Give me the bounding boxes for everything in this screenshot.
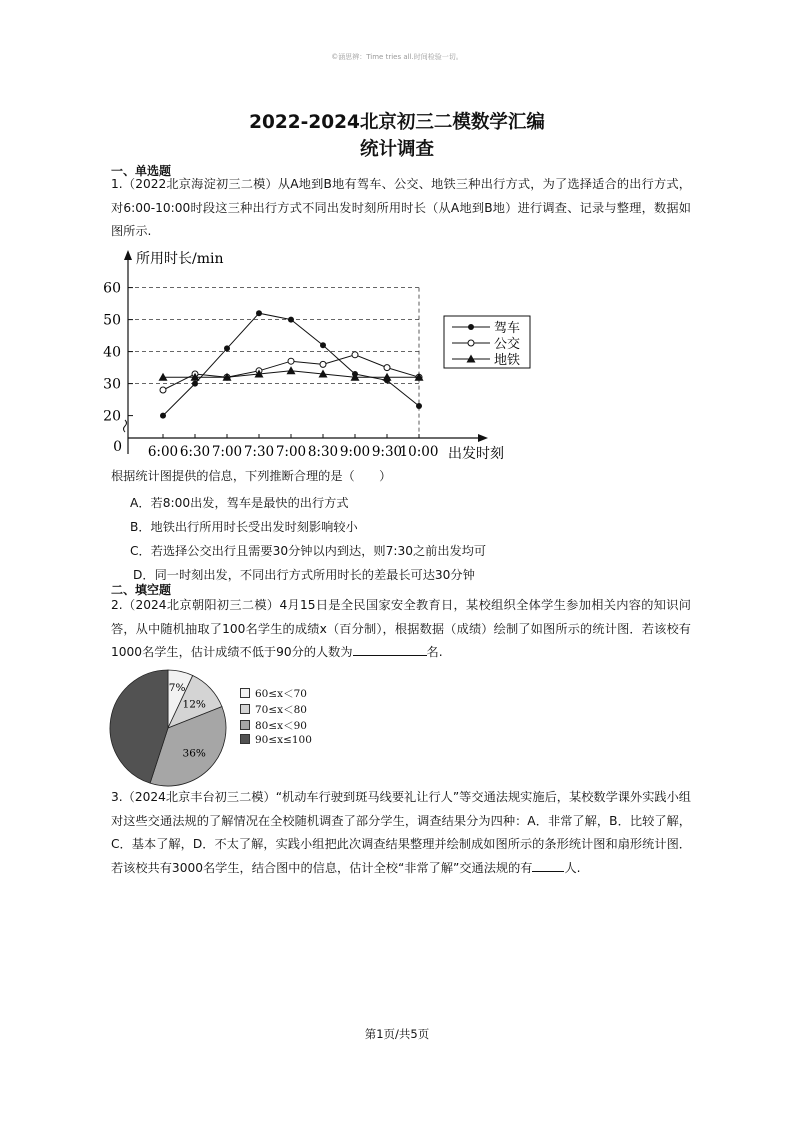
pie-legend-item [240,718,307,733]
y-tick-label: 60 [103,280,121,297]
question-3-stem [111,786,691,880]
data-point-driving [256,310,262,316]
data-point-bus [320,361,326,367]
x-tick-label: 9:00 [339,444,371,460]
question-2-unit: 名. [426,645,443,659]
pie-legend [240,686,340,756]
data-point-driving [288,317,294,323]
data-point-driving [320,342,326,348]
x-tick-label: 7:00 [275,444,307,460]
legend-label: 80≤x＜90 [255,720,307,732]
x-tick-label: 7:00 [211,444,243,460]
data-point-driving [224,345,230,351]
y-axis-arrow [124,250,132,260]
legend-label: 90≤x≤100 [255,734,312,746]
pie-slice-label-2: 12% [182,698,206,711]
x-tick-label: 6:30 [179,444,211,460]
axis-break-mark [124,420,127,432]
x-tick-label: 8:30 [307,444,339,460]
y-axis-label: 所用时长/min [136,251,224,267]
y-tick-label: 50 [103,312,121,329]
y-tick-label: 30 [103,376,121,393]
question-1-stem: 1.（2022北京海淀初三二模）从A地到B地有驾车、公交、地铁三种出行方式，为了选择适合的出行方式，对6:00-10:00时段这三种出行方式不同出发时刻所用时长（从A地到B地）进行调查、记录与整理，数据如图所示. [111,177,691,238]
x-axis-arrow [478,434,488,442]
option-b: B．地铁出行所用时长受出发时刻影响较小 [130,520,358,534]
data-point-bus [288,358,294,364]
x-axis-label: 出发时刻 [448,446,504,462]
legend-marker-bus [468,340,474,346]
question-3-text: 3.（2024北京丰台初三二模）“机动车行驶到斑马线要礼让行人”等交通法规实施后，某校数学课外实践小组对这些交通法规的了解情况在全校随机调查了部分学生，调查结果分为四种：A．非常了解，B．比较了解，C．基本了解，D．不太了解，实践小组把此次调查结果整理并绘制成如图所示的条形统计图和扇形统计图．若该校共有3000名学生，结合图中的信息，估计全校“非常了解”交通法规的有 [111,790,691,875]
x-tick-label: 9:30 [371,444,403,460]
line-chart [103,244,528,464]
document-title: 2022-2024北京初三二模数学汇编 [249,112,545,133]
y-tick-label: 40 [103,344,121,361]
pie-legend-item [240,686,307,701]
question-2-stem [111,594,691,665]
x-tick-label: 6:00 [147,444,179,460]
pie-chart [106,666,230,790]
legend-swatch [240,688,250,698]
question-2-text: 2.（2024北京朝阳初三二模）4月15日是全民国家安全教育日，某校组织全体学生参加相关内容的知识问答，从中随机抽取了100名学生的成绩x（百分制），根据数据（成绩）绘制了如图所示的统计图．若该校有1000名学生，估计成绩不低于90分的人数为 [111,598,691,659]
question-1-prompt: 根据统计图提供的信息，下列推断合理的是（ ） [111,469,392,483]
legend-marker-driving [468,324,474,330]
legend-label: 70≤x＜80 [255,704,307,716]
legend-swatch [240,704,250,714]
section-single-choice: 一、单选题 [111,164,172,178]
legend-label-subway: 地铁 [494,353,521,368]
pie-legend-item [240,702,307,717]
document-subtitle: 统计调查 [359,139,434,160]
x-tick-label: 10:00 [399,444,439,460]
data-point-driving [416,403,422,409]
data-point-driving [192,381,198,387]
watermark: ©涵思辨：Time tries all.时间检验一切。 [331,53,463,61]
page-footer: 第1页/共5页 [364,1027,430,1041]
x-tick-label: 7:30 [243,444,275,460]
legend-label-driving: 驾车 [494,321,521,336]
data-point-driving [160,413,166,419]
section-fill-blank: 二、填空题 [111,583,172,597]
data-point-bus [352,352,358,358]
option-c: C．若选择公交出行且需要30分钟以内到达，则7:30之前出发均可 [130,544,487,558]
legend-label-bus: 公交 [494,337,521,352]
option-d: D．同一时刻出发，不同出行方式所用时长的差最长可达30分钟 [133,568,475,582]
option-a: A．若8:00出发，驾车是最快的出行方式 [130,496,349,510]
data-point-bus [160,387,166,393]
pie-slice-label-1: 7% [168,682,186,695]
legend-swatch [240,720,250,730]
legend-label: 60≤x＜70 [255,688,307,700]
answer-blank-q2[interactable] [353,641,427,656]
question-3-unit: 人. [564,860,581,875]
pie-legend-item [240,734,312,746]
pie-slice-label-3: 36% [182,747,206,760]
data-point-subway [287,366,296,374]
y-tick-label: 20 [103,408,121,425]
legend-swatch [240,734,250,744]
data-point-bus [384,365,390,371]
y-tick-label: 0 [113,439,122,455]
answer-blank-q3[interactable] [532,857,564,872]
